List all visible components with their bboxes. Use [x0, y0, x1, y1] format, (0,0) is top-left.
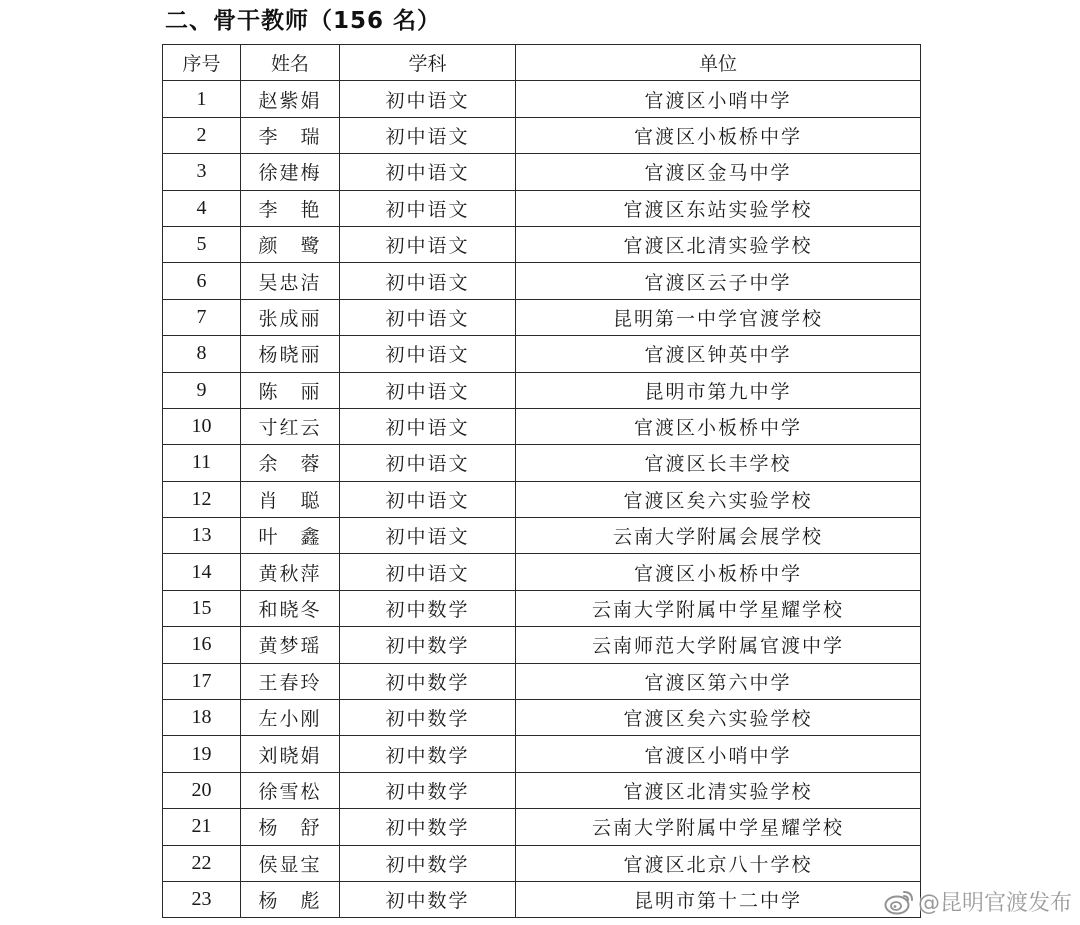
table-row [163, 518, 921, 554]
cell-unit: 官渡区矣六实验学校 [516, 700, 921, 736]
cell-subject: 初中数学 [340, 590, 516, 626]
cell-index: 9 [163, 372, 241, 408]
cell-index: 11 [163, 445, 241, 481]
cell-subject: 初中数学 [340, 772, 516, 808]
table-row [163, 408, 921, 444]
cell-subject: 初中语文 [340, 554, 516, 590]
table-row [163, 590, 921, 626]
cell-name: 杨 彪 [241, 881, 340, 917]
table-row [163, 336, 921, 372]
cell-name: 王春玲 [241, 663, 340, 699]
cell-name: 黄秋萍 [241, 554, 340, 590]
cell-subject: 初中数学 [340, 736, 516, 772]
cell-unit: 昆明市第十二中学 [516, 881, 921, 917]
column-header-name: 姓名 [241, 45, 340, 81]
cell-subject: 初中语文 [340, 226, 516, 262]
table-row [163, 700, 921, 736]
cell-subject: 初中语文 [340, 481, 516, 517]
cell-unit: 云南师范大学附属官渡中学 [516, 627, 921, 663]
cell-index: 23 [163, 881, 241, 917]
weibo-icon [884, 889, 914, 915]
cell-index: 10 [163, 408, 241, 444]
cell-name: 侯显宝 [241, 845, 340, 881]
cell-subject: 初中语文 [340, 154, 516, 190]
table-row [163, 663, 921, 699]
column-header-index: 序号 [163, 45, 241, 81]
table-row [163, 263, 921, 299]
table-row [163, 226, 921, 262]
cell-index: 2 [163, 117, 241, 153]
cell-unit: 官渡区云子中学 [516, 263, 921, 299]
cell-name: 张成丽 [241, 299, 340, 335]
cell-unit: 官渡区小板桥中学 [516, 554, 921, 590]
teacher-table [162, 44, 921, 918]
cell-subject: 初中数学 [340, 627, 516, 663]
cell-name: 和晓冬 [241, 590, 340, 626]
table-row [163, 736, 921, 772]
cell-subject: 初中语文 [340, 190, 516, 226]
cell-unit: 官渡区小板桥中学 [516, 408, 921, 444]
cell-subject: 初中语文 [340, 336, 516, 372]
cell-index: 19 [163, 736, 241, 772]
cell-index: 3 [163, 154, 241, 190]
cell-name: 黄梦瑶 [241, 627, 340, 663]
cell-subject: 初中语文 [340, 518, 516, 554]
cell-name: 叶 鑫 [241, 518, 340, 554]
cell-index: 22 [163, 845, 241, 881]
table-row [163, 190, 921, 226]
cell-index: 1 [163, 81, 241, 117]
cell-name: 寸红云 [241, 408, 340, 444]
cell-subject: 初中语文 [340, 263, 516, 299]
cell-unit: 官渡区北清实验学校 [516, 772, 921, 808]
table-row [163, 809, 921, 845]
cell-unit: 官渡区小哨中学 [516, 736, 921, 772]
cell-unit: 云南大学附属中学星耀学校 [516, 809, 921, 845]
table-row [163, 372, 921, 408]
table-row [163, 845, 921, 881]
cell-index: 6 [163, 263, 241, 299]
cell-index: 21 [163, 809, 241, 845]
table-row [163, 81, 921, 117]
cell-unit: 官渡区钟英中学 [516, 336, 921, 372]
column-header-unit: 单位 [516, 45, 921, 81]
cell-unit: 官渡区第六中学 [516, 663, 921, 699]
cell-unit: 官渡区矣六实验学校 [516, 481, 921, 517]
cell-subject: 初中语文 [340, 445, 516, 481]
cell-name: 肖 聪 [241, 481, 340, 517]
table-row [163, 154, 921, 190]
cell-name: 颜 鹭 [241, 226, 340, 262]
cell-subject: 初中语文 [340, 372, 516, 408]
cell-unit: 官渡区小哨中学 [516, 81, 921, 117]
cell-index: 20 [163, 772, 241, 808]
cell-subject: 初中数学 [340, 845, 516, 881]
cell-index: 8 [163, 336, 241, 372]
cell-index: 14 [163, 554, 241, 590]
cell-subject: 初中语文 [340, 299, 516, 335]
cell-name: 赵紫娟 [241, 81, 340, 117]
cell-subject: 初中数学 [340, 881, 516, 917]
cell-unit: 官渡区北清实验学校 [516, 226, 921, 262]
cell-unit: 官渡区东站实验学校 [516, 190, 921, 226]
cell-name: 陈 丽 [241, 372, 340, 408]
cell-index: 4 [163, 190, 241, 226]
cell-unit: 云南大学附属中学星耀学校 [516, 590, 921, 626]
cell-name: 徐建梅 [241, 154, 340, 190]
cell-unit: 官渡区长丰学校 [516, 445, 921, 481]
table-header-row [163, 45, 921, 81]
cell-index: 18 [163, 700, 241, 736]
table-row [163, 481, 921, 517]
cell-unit: 昆明市第九中学 [516, 372, 921, 408]
watermark [884, 886, 1072, 917]
table-row [163, 445, 921, 481]
table-row [163, 881, 921, 917]
cell-subject: 初中数学 [340, 700, 516, 736]
table-row [163, 117, 921, 153]
cell-index: 17 [163, 663, 241, 699]
watermark-text: @昆明官渡发布 [917, 891, 1072, 916]
cell-index: 12 [163, 481, 241, 517]
cell-subject: 初中语文 [340, 81, 516, 117]
cell-unit: 昆明第一中学官渡学校 [516, 299, 921, 335]
table-row [163, 554, 921, 590]
cell-unit: 官渡区小板桥中学 [516, 117, 921, 153]
cell-index: 13 [163, 518, 241, 554]
cell-subject: 初中语文 [340, 117, 516, 153]
cell-index: 5 [163, 226, 241, 262]
cell-subject: 初中语文 [340, 408, 516, 444]
cell-unit: 官渡区金马中学 [516, 154, 921, 190]
cell-name: 左小刚 [241, 700, 340, 736]
cell-name: 吴忠洁 [241, 263, 340, 299]
column-header-subject: 学科 [340, 45, 516, 81]
cell-name: 李 瑞 [241, 117, 340, 153]
cell-index: 7 [163, 299, 241, 335]
cell-name: 余 蓉 [241, 445, 340, 481]
cell-subject: 初中数学 [340, 663, 516, 699]
table-row [163, 299, 921, 335]
section-heading: 二、骨干教师（156 名） [165, 8, 442, 34]
cell-name: 徐雪松 [241, 772, 340, 808]
cell-name: 杨 舒 [241, 809, 340, 845]
cell-index: 16 [163, 627, 241, 663]
cell-unit: 官渡区北京八十学校 [516, 845, 921, 881]
cell-name: 刘晓娟 [241, 736, 340, 772]
cell-subject: 初中数学 [340, 809, 516, 845]
table-row [163, 627, 921, 663]
table-body [163, 81, 921, 918]
cell-name: 李 艳 [241, 190, 340, 226]
cell-index: 15 [163, 590, 241, 626]
cell-unit: 云南大学附属会展学校 [516, 518, 921, 554]
cell-name: 杨晓丽 [241, 336, 340, 372]
table-row [163, 772, 921, 808]
